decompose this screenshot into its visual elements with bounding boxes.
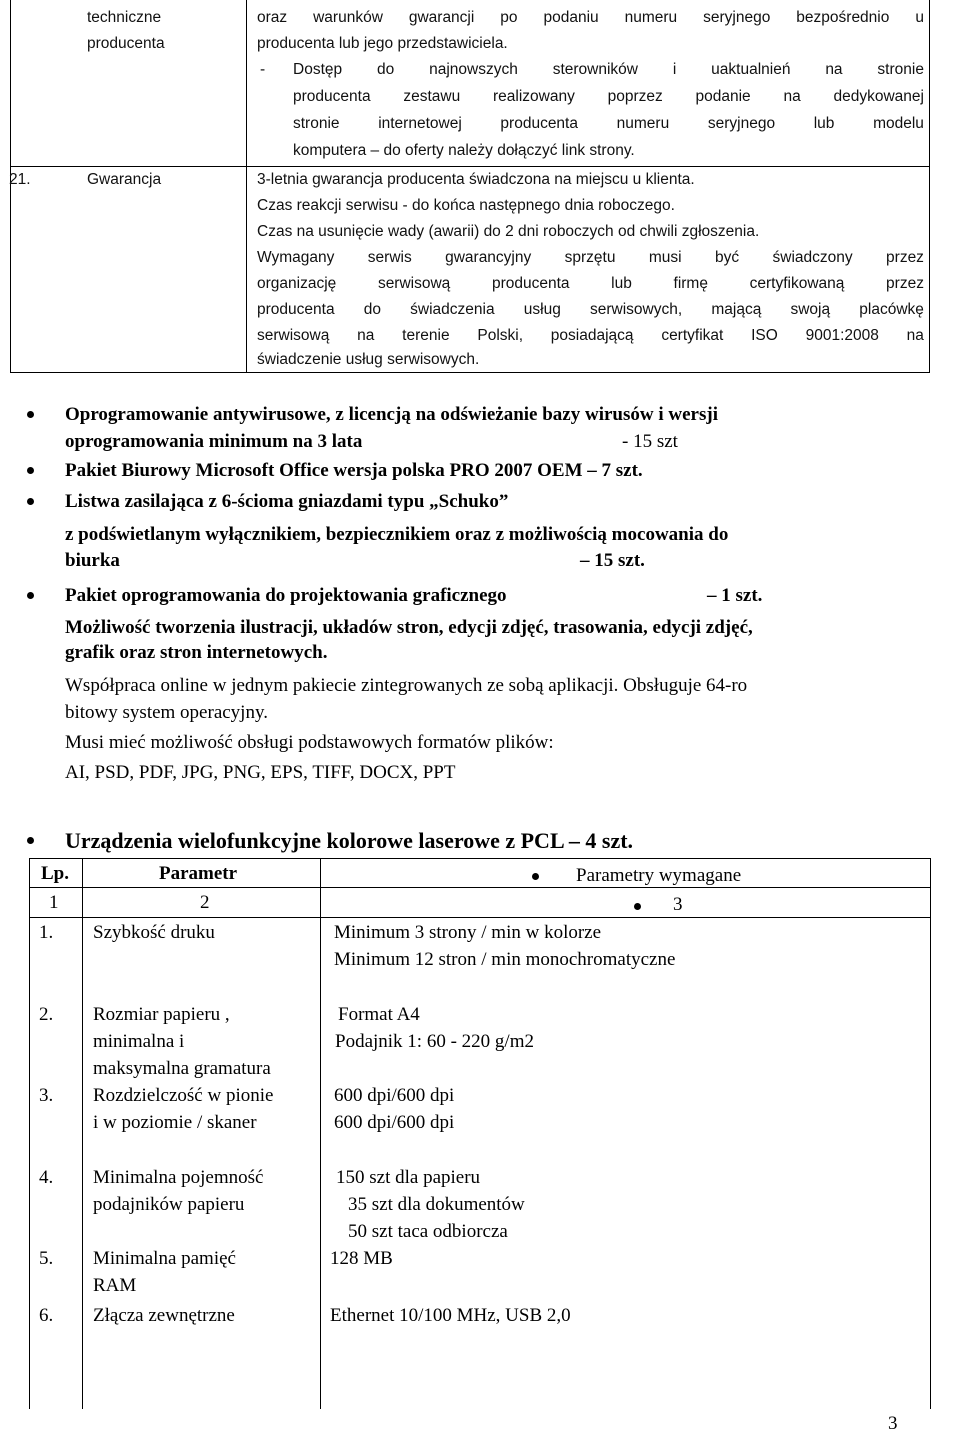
row-value: 50 szt taca odbiorcza [348, 1221, 508, 1242]
header-required: Parametry wymagane [576, 865, 742, 886]
row-lp: 6. [39, 1305, 54, 1326]
row-value: Minimum 12 stron / min monochromatyczne [334, 949, 676, 970]
row-param: i w poziomie / skaner [93, 1112, 257, 1133]
row-label: Gwarancja [87, 171, 162, 188]
item-power-strip-cont: biurka [65, 550, 120, 571]
item-graphics-desc: Współpraca online w jednym pakiecie zintegrowanych ze sobą aplikacji. Obsługuje 64-ro [65, 675, 748, 696]
table-divider [30, 887, 930, 888]
item-graphics-desc: Musi mieć możliwość obsługi podstawowych formatów plików: [65, 732, 554, 753]
spec-table [29, 858, 931, 1409]
row-lp: 3. [39, 1085, 54, 1106]
page-number: 3 [888, 1413, 898, 1434]
row-value: Ethernet 10/100 MHz, USB 2,0 [330, 1305, 571, 1326]
cell-text-line: organizację serwisową producenta lub firmę certyfikowaną przez [257, 275, 924, 292]
cell-text-line: świadczenie usług serwisowych. [257, 351, 480, 368]
row-param: Złącza zewnętrzne [93, 1305, 235, 1326]
col-number: 1 [49, 892, 59, 913]
row-param: Minimalna pojemność [93, 1167, 264, 1188]
row-value: Format A4 [338, 1004, 420, 1025]
cell-text-line: oraz warunków gwarancji po podaniu numeru seryjnego bezpośrednio u [257, 9, 924, 26]
row-number: 21. [9, 171, 31, 188]
row-value: Podajnik 1: 60 - 220 g/m2 [335, 1031, 534, 1052]
cell-text-line: komputera – do oferty należy dołączyć link strony. [293, 142, 635, 159]
item-antivirus-cont: oprogramowania minimum na 3 lata [65, 431, 363, 452]
row-lp: 1. [39, 922, 54, 943]
warranty-table [10, 0, 930, 373]
row-param: Minimalna pamięć [93, 1248, 236, 1269]
cell-text-line: stronie internetowej producenta numeru seryjnego lub modelu [293, 115, 924, 132]
row-value: Minimum 3 strony / min w kolorze [334, 922, 602, 943]
cell-text-line: producenta lub jego przedstawiciela. [257, 35, 508, 52]
cell-text-line: producenta zestawu realizowany poprzez podanie na dedykowanej [293, 88, 924, 105]
header-lp: Lp. [41, 863, 69, 884]
item-power-strip: Listwa zasilająca z 6-ścioma gniazdami typu „Schuko” [65, 491, 509, 512]
bullet-icon [27, 498, 34, 505]
cell-text-line: serwisową na terenie Polski, posiadającą certyfikat ISO 9001:2008 na [257, 327, 924, 344]
row-lp: 5. [39, 1248, 54, 1269]
item-graphics-desc: Możliwość tworzenia ilustracji, układów stron, edycji zdjęć, trasowania, edycji zdjęć, [65, 617, 753, 638]
bullet-icon [634, 903, 641, 910]
cell-text-line: Czas na usunięcie wady (awarii) do 2 dni roboczych od chwili zgłoszenia. [257, 223, 760, 240]
row-param: minimalna i [93, 1031, 185, 1052]
row-param: Rozdzielczość w pionie [93, 1085, 274, 1106]
item-mfp-heading: Urządzenia wielofunkcyjne kolorowe laserowe z PCL – 4 szt. [65, 828, 634, 853]
row-lp: 4. [39, 1167, 54, 1188]
bullet-icon [27, 837, 34, 844]
item-graphics-qty: – 1 szt. [707, 585, 763, 606]
row-param: Rozmiar papieru , [93, 1004, 230, 1025]
dash-bullet: - [260, 61, 266, 78]
header-parametr: Parametr [159, 863, 238, 884]
item-graphics-formats: AI, PSD, PDF, JPG, PNG, EPS, TIFF, DOCX, PPT [65, 762, 456, 783]
row-label: techniczne producenta [87, 9, 165, 52]
table-divider [30, 917, 930, 918]
row-value: 128 MB [330, 1248, 393, 1269]
bullet-icon [27, 467, 34, 474]
col-number: 2 [200, 892, 210, 913]
table-divider [82, 859, 83, 1409]
cell-text-line: Dostęp do najnowszych sterowników i uaktualnień na stronie [293, 61, 924, 78]
item-antivirus: Oprogramowanie antywirusowe, z licencją na odświeżanie bazy wirusów i wersji [65, 404, 718, 425]
item-graphics-desc: bitowy system operacyjny. [65, 702, 268, 723]
item-graphics: Pakiet oprogramowania do projektowania graficznego [65, 585, 507, 606]
row-value: 600 dpi/600 dpi [334, 1085, 455, 1106]
bullet-icon [27, 411, 34, 418]
item-office: Pakiet Biurowy Microsoft Office wersja polska PRO 2007 OEM – 7 szt. [65, 460, 643, 481]
item-antivirus-qty: - 15 szt [622, 431, 678, 452]
item-power-strip-cont: z podświetlanym wyłącznikiem, bezpiecznikiem oraz z możliwością mocowania do [65, 524, 729, 545]
row-value: 150 szt dla papieru [336, 1167, 481, 1188]
row-lp: 2. [39, 1004, 54, 1025]
table-divider [320, 859, 321, 1409]
col-number: 3 [673, 894, 683, 915]
row-param: RAM [93, 1275, 137, 1296]
bullet-icon [532, 873, 539, 880]
bullet-icon [27, 592, 34, 599]
item-power-strip-qty: – 15 szt. [580, 550, 645, 571]
cell-text-line: 3-letnia gwarancja producenta świadczona na miejscu u klienta. [257, 171, 695, 188]
item-graphics-desc: grafik oraz stron internetowych. [65, 642, 328, 663]
row-param: podajników papieru [93, 1194, 245, 1215]
cell-text-line: Czas reakcji serwisu - do końca następnego dnia roboczego. [257, 197, 675, 214]
row-param: Szybkość druku [93, 922, 215, 943]
row-value: 35 szt dla dokumentów [348, 1194, 525, 1215]
table-divider [246, 0, 247, 372]
row-param: maksymalna gramatura [93, 1058, 271, 1079]
cell-text-line: producenta do świadczenia usług serwisowych, mającą swoją placówkę [257, 301, 924, 318]
cell-text-line: Wymagany serwis gwarancyjny sprzętu musi być świadczony przez [257, 249, 924, 266]
row-value: 600 dpi/600 dpi [334, 1112, 455, 1133]
